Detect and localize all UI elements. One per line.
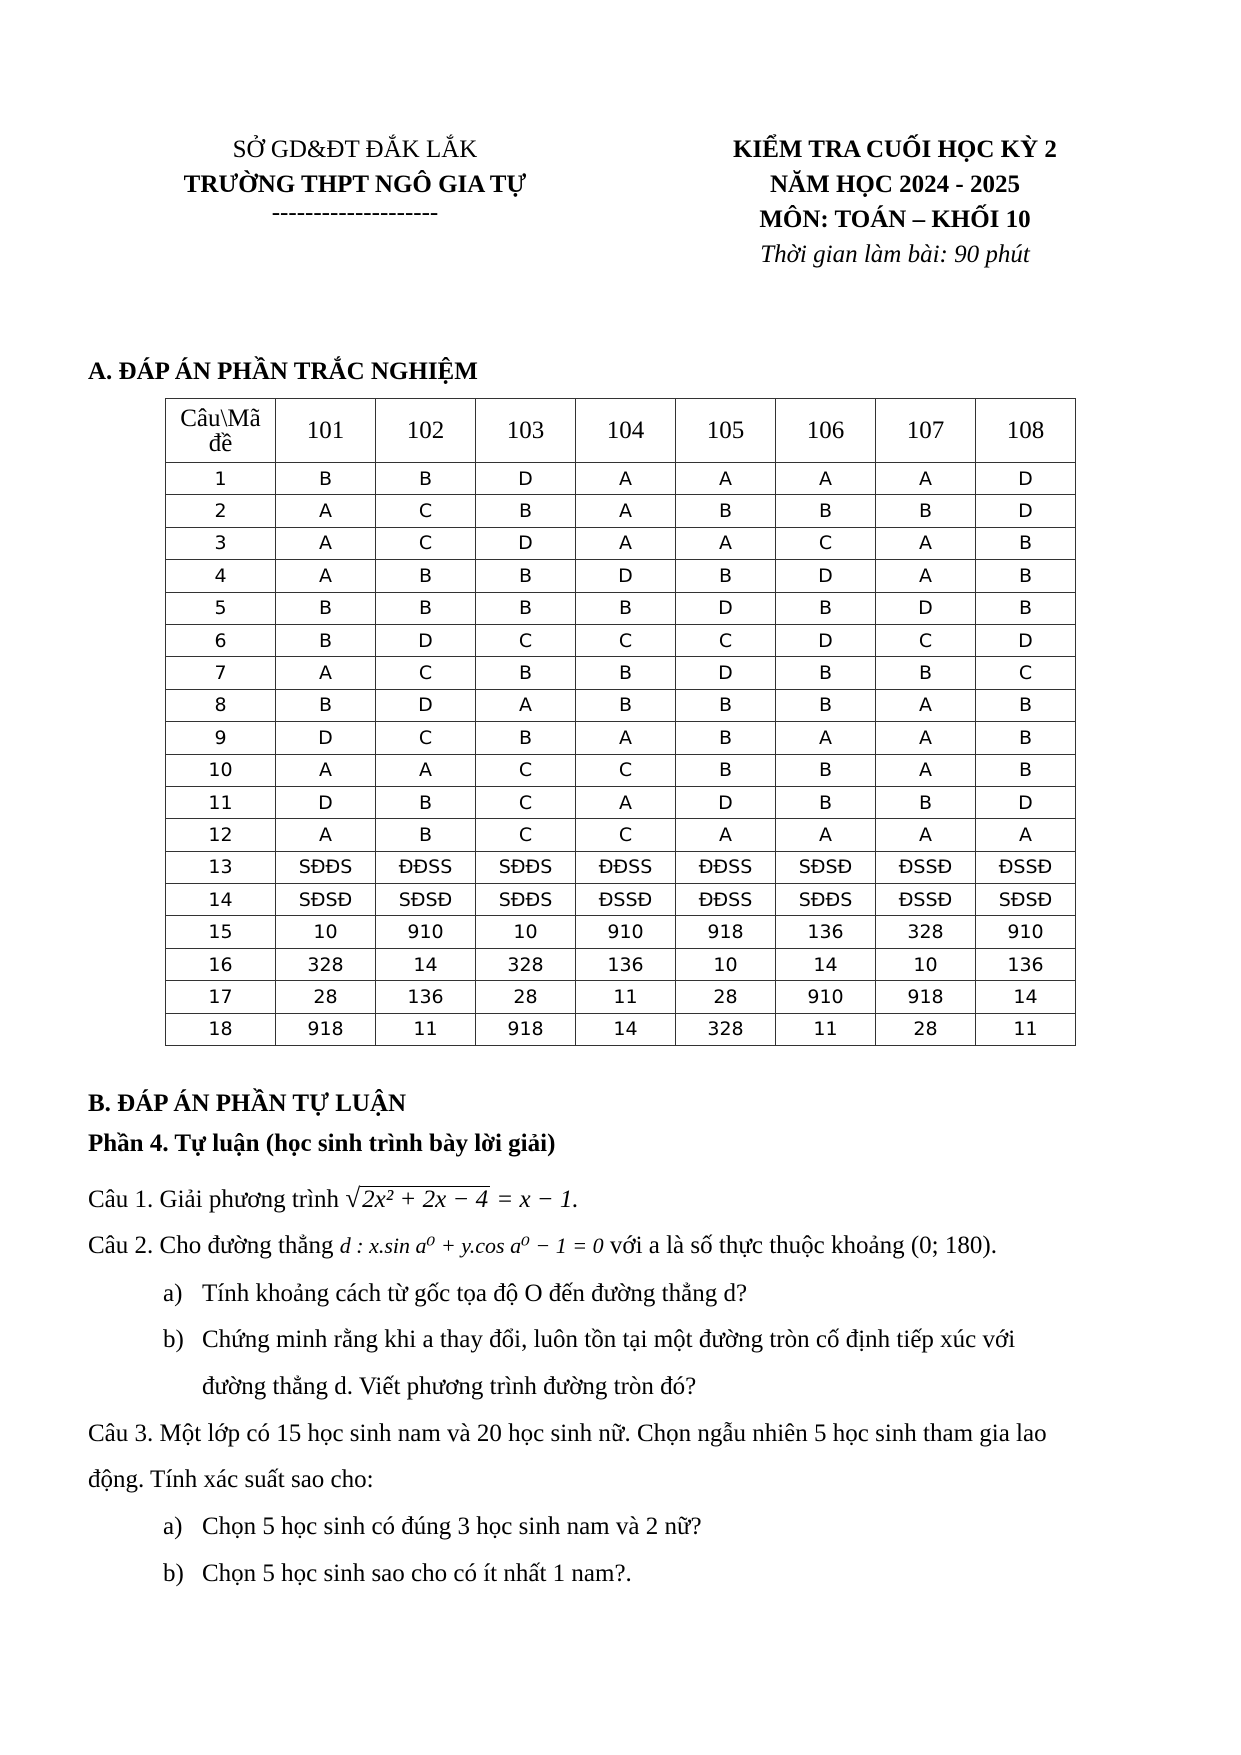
answer-cell: 136 [776,916,876,948]
answer-cell: B [376,819,476,851]
answer-cell: B [876,657,976,689]
q2-text: với a là số thực thuộc khoảng (0; 180). [609,1232,997,1259]
answer-cell: 328 [476,948,576,980]
answer-cell: SĐSĐ [776,851,876,883]
q2-b-text-line1: Chứng minh rằng khi a thay đổi, luôn tồn tại một đường tròn cố định tiếp xúc với [202,1326,1016,1353]
answer-cell: 10 [876,948,976,980]
answer-cell: B [576,689,676,721]
table-row [166,463,1076,495]
answer-cell: 14 [376,948,476,980]
answer-cell: B [976,754,1076,786]
answer-cell: A [876,819,976,851]
answer-cell: A [676,819,776,851]
table-row [166,495,1076,527]
q3-a-label: a) [163,1513,183,1540]
answer-cell: 910 [776,981,876,1013]
answer-cell: D [476,527,576,559]
answer-cell: C [476,819,576,851]
answer-cell: D [776,624,876,656]
answer-cell: D [676,657,776,689]
section-b-title: B. ĐÁP ÁN PHẦN TỰ LUẬN [88,1090,407,1117]
answer-cell: A [876,722,976,754]
answer-cell: B [476,560,576,592]
q2-equation: d : x.sin a⁰ + y.cos a⁰ − 1 = 0 [339,1233,604,1258]
question-number-cell: 1 [166,463,276,495]
answer-cell: A [276,819,376,851]
table-row [166,851,1076,883]
question-number-cell: 7 [166,657,276,689]
answer-cell: ĐSSĐ [576,884,676,916]
answer-cell: 328 [276,948,376,980]
question-number-cell: 16 [166,948,276,980]
answer-cell: D [676,592,776,624]
answer-cell: 11 [776,1013,876,1045]
table-row [166,689,1076,721]
school-year: NĂM HỌC 2024 - 2025 [770,171,1020,198]
question-1: Câu 1. Giải phương trình √2x² + 2x − 4 = x − 1. [88,1183,579,1213]
corner-header [166,399,276,463]
q1-radicand: 2x² + 2x − 4 [362,1186,489,1213]
question-number-cell: 15 [166,916,276,948]
answer-cell: C [576,624,676,656]
answer-cell: B [776,657,876,689]
table-row [166,786,1076,818]
exam-title: KIỂM TRA CUỐI HỌC KỲ 2 [733,136,1057,163]
answer-cell: ĐSSĐ [976,851,1076,883]
answer-cell: B [376,786,476,818]
table-row [166,657,1076,689]
answer-cell: 918 [676,916,776,948]
exam-duration: Thời gian làm bài: 90 phút [760,241,1030,268]
answer-cell: A [576,527,676,559]
answer-cell: SĐĐS [276,851,376,883]
answer-cell: SĐSĐ [276,884,376,916]
answer-cell: 11 [376,1013,476,1045]
answer-cell: D [376,624,476,656]
q3-b-label: b) [163,1560,184,1587]
answer-cell: C [476,624,576,656]
answer-cell: C [876,624,976,656]
answer-cell: 10 [476,916,576,948]
table-row [166,754,1076,786]
answer-cell: A [976,819,1076,851]
answer-cell: ĐĐSS [376,851,476,883]
q2-a-text: Tính khoảng cách từ gốc tọa độ O đến đường thẳng d? [202,1280,748,1307]
answer-cell: 910 [376,916,476,948]
answer-cell: A [276,754,376,786]
answer-cell: 28 [676,981,776,1013]
table-row [166,916,1076,948]
answer-cell: B [976,722,1076,754]
section-a-title: A. ĐÁP ÁN PHẦN TRẮC NGHIỆM [88,358,478,385]
answer-cell: 910 [976,916,1076,948]
code-header: 103 [476,399,576,463]
answer-cell: A [476,689,576,721]
table-row [166,1013,1076,1045]
answer-cell: C [376,527,476,559]
q1-rhs: = x − 1. [496,1186,579,1213]
question-2 [88,1232,997,1260]
answer-cell: D [976,463,1076,495]
answer-cell: A [876,560,976,592]
table-row [166,560,1076,592]
answer-cell: 14 [576,1013,676,1045]
table-row [166,819,1076,851]
answer-cell: C [776,527,876,559]
code-header: 106 [776,399,876,463]
q1-text: Giải phương trình [159,1186,340,1213]
q2-a-label: a) [163,1280,183,1307]
answer-cell: B [376,592,476,624]
answer-cell: B [676,495,776,527]
table-row [166,527,1076,559]
header-right [690,132,1100,272]
table-row [166,722,1076,754]
answer-cell: D [976,495,1076,527]
answer-cell: A [776,722,876,754]
answer-cell: B [276,592,376,624]
q2-b-text-line2: đường thẳng d. Viết phương trình đường tròn đó? [202,1373,697,1400]
answer-cell: ĐSSĐ [876,851,976,883]
answer-cell: B [976,592,1076,624]
answer-cell: B [576,592,676,624]
answer-cell: B [976,689,1076,721]
school-name: TRƯỜNG THPT NGÔ GIA TỰ [183,171,527,198]
answer-cell: 28 [276,981,376,1013]
answer-cell: ĐĐSS [676,851,776,883]
answer-cell: 14 [776,948,876,980]
answer-cell: B [276,463,376,495]
q3-a-text: Chọn 5 học sinh có đúng 3 học sinh nam và 2 nữ? [202,1513,702,1540]
answer-cell: 10 [676,948,776,980]
answer-cell: D [376,689,476,721]
answer-cell: 918 [876,981,976,1013]
answer-cell: ĐĐSS [576,851,676,883]
question-number-cell: 9 [166,722,276,754]
answer-cell: D [476,463,576,495]
answer-cell: 136 [576,948,676,980]
answer-cell: B [676,722,776,754]
answer-cell: B [676,689,776,721]
answer-cell: C [376,722,476,754]
answer-cell: A [376,754,476,786]
answer-cell: A [276,495,376,527]
answer-cell: 11 [576,981,676,1013]
answer-cell: B [376,463,476,495]
table-row [166,592,1076,624]
answer-cell: C [576,819,676,851]
answer-cell: 28 [476,981,576,1013]
department-name: SỞ GD&ĐT ĐẮK LẮK [232,136,478,163]
answer-cell: B [476,722,576,754]
question-number-cell: 2 [166,495,276,527]
answer-cell: A [676,463,776,495]
answer-cell: 14 [976,981,1076,1013]
header-divider: -------------------- [271,199,439,226]
answer-cell: 328 [876,916,976,948]
answer-cell: B [776,754,876,786]
q3-b-text: Chọn 5 học sinh sao cho có ít nhất 1 nam?. [202,1560,632,1587]
answer-cell: D [976,624,1076,656]
answer-cell: A [576,463,676,495]
question-number-cell: 3 [166,527,276,559]
table-row [166,884,1076,916]
question-number-cell: 8 [166,689,276,721]
code-header: 102 [376,399,476,463]
answer-cell: C [476,786,576,818]
answer-cell: 910 [576,916,676,948]
answer-cell: 328 [676,1013,776,1045]
question-number-cell: 11 [166,786,276,818]
question-number-cell: 13 [166,851,276,883]
answer-cell: B [576,657,676,689]
answer-cell: A [876,527,976,559]
answer-cell: D [676,786,776,818]
answer-cell: A [576,722,676,754]
answer-cell: B [776,495,876,527]
answer-cell: B [976,560,1076,592]
answer-cell: D [876,592,976,624]
answer-cell: B [276,624,376,656]
answer-cell: ĐSSĐ [876,884,976,916]
code-header: 105 [676,399,776,463]
table-row [166,981,1076,1013]
answer-cell: SĐSĐ [976,884,1076,916]
question-number-cell: 12 [166,819,276,851]
answer-cell: C [676,624,776,656]
answer-cell: B [976,527,1076,559]
question-number-cell: 4 [166,560,276,592]
answer-cell: C [576,754,676,786]
answer-cell: B [776,786,876,818]
answer-cell: D [276,722,376,754]
q1-label: Câu 1. [88,1186,154,1213]
code-header: 107 [876,399,976,463]
answer-cell: B [876,495,976,527]
answer-cell: 11 [976,1013,1076,1045]
answer-cell: 918 [276,1013,376,1045]
answer-cell: B [876,786,976,818]
header-left [150,132,560,224]
corner-header-line2: đề [208,429,233,457]
answer-cell: B [676,754,776,786]
answer-cell: 136 [976,948,1076,980]
answer-cell: 10 [276,916,376,948]
answer-cell: C [476,754,576,786]
answer-cell: D [776,560,876,592]
question-number-cell: 10 [166,754,276,786]
answer-cell: A [876,689,976,721]
answer-cell: C [376,657,476,689]
question-number-cell: 6 [166,624,276,656]
answer-cell: C [976,657,1076,689]
answer-cell: 136 [376,981,476,1013]
q3-line1: Câu 3. Một lớp có 15 học sinh nam và 20 học sinh nữ. Chọn ngẫu nhiên 5 học sinh tham gia lao [88,1420,1047,1447]
answer-cell: A [776,819,876,851]
question-number-cell: 18 [166,1013,276,1045]
q2-label: Câu 2. Cho đường thẳng [88,1232,334,1259]
answer-cell: B [476,592,576,624]
answer-cell: A [276,527,376,559]
code-header: 108 [976,399,1076,463]
code-header: 101 [276,399,376,463]
question-number-cell: 14 [166,884,276,916]
answer-cell: D [576,560,676,592]
answer-cell: D [976,786,1076,818]
answer-cell: D [276,786,376,818]
answer-cell: A [676,527,776,559]
answer-cell: ĐĐSS [676,884,776,916]
subject-grade: MÔN: TOÁN – KHỐI 10 [759,206,1031,233]
answer-cell: B [476,657,576,689]
answer-cell: B [476,495,576,527]
table-row [166,948,1076,980]
code-header: 104 [576,399,676,463]
answer-cell: A [276,560,376,592]
answer-cell: SĐĐS [476,884,576,916]
answer-cell: A [776,463,876,495]
answer-cell: A [576,495,676,527]
answer-cell: C [376,495,476,527]
answer-cell: A [876,754,976,786]
q3-line2: động. Tính xác suất sao cho: [88,1466,374,1493]
answer-cell: B [676,560,776,592]
answer-cell: B [276,689,376,721]
answer-cell: SĐĐS [476,851,576,883]
answer-cell: SĐĐS [776,884,876,916]
corner-header-line1: Câu\Mã [180,404,261,432]
answer-cell: 28 [876,1013,976,1045]
table-header-row [166,399,1076,463]
question-number-cell: 17 [166,981,276,1013]
part4-title: Phần 4. Tự luận (học sinh trình bày lời giải) [88,1130,556,1157]
answer-cell: B [776,592,876,624]
answer-cell: 918 [476,1013,576,1045]
answer-cell: A [576,786,676,818]
answer-cell: B [776,689,876,721]
question-number-cell: 5 [166,592,276,624]
answer-cell: A [876,463,976,495]
table-row [166,624,1076,656]
answer-cell: A [276,657,376,689]
q2-b-label: b) [163,1326,184,1353]
answer-cell: B [376,560,476,592]
answer-cell: SĐSĐ [376,884,476,916]
answer-table [165,398,1076,1046]
